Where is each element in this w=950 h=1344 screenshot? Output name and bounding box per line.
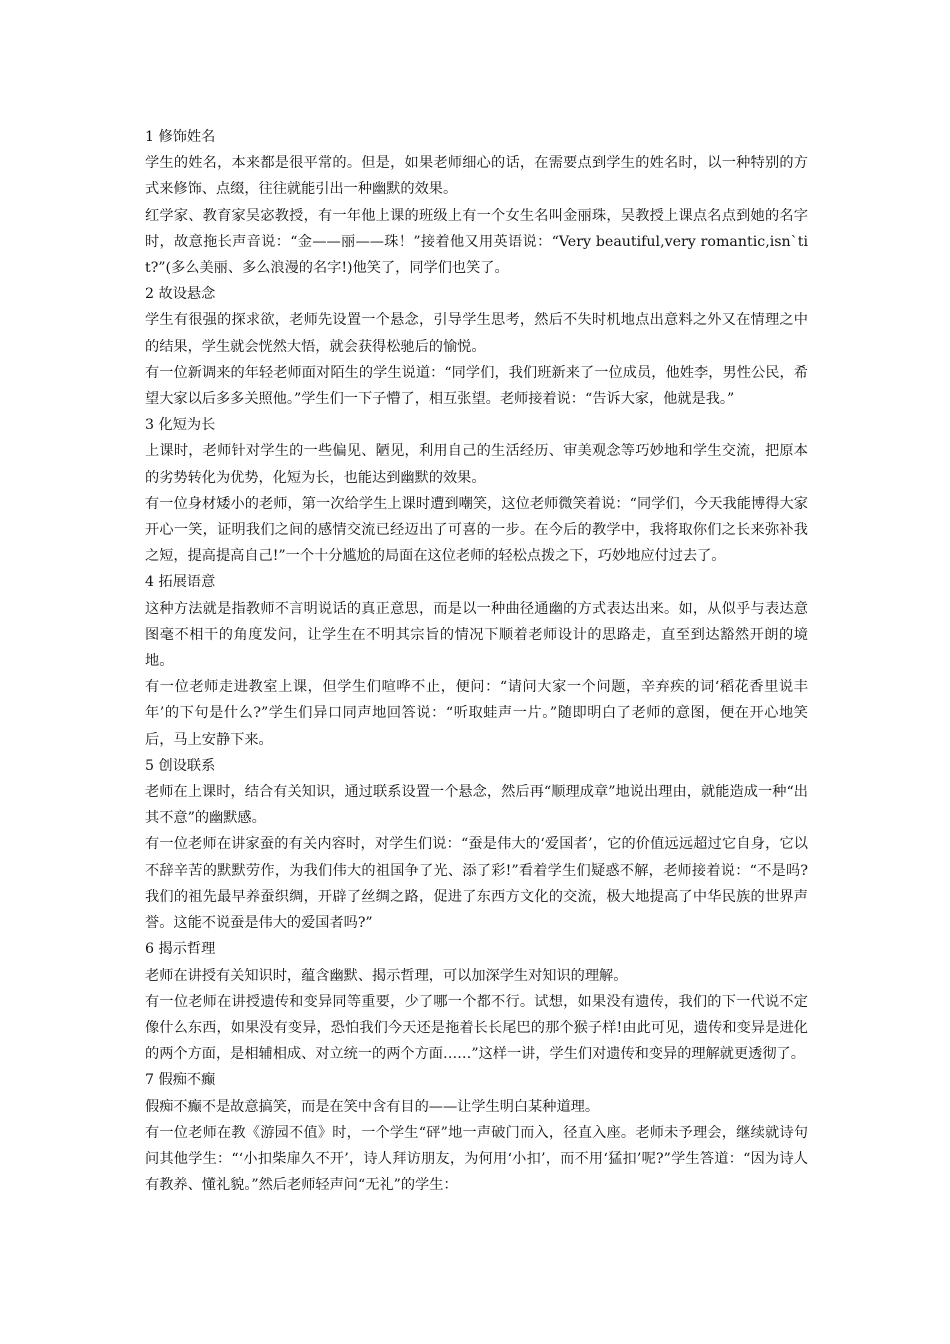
section-2 — [145, 281, 808, 412]
paragraph: 有一位老师在教《游园不值》时，一个学生“砰”地一声破门而入，径直入座。老师未予理会，继续就诗句问其他学生：“‘小扣柴扉久不开’，诗人拜访朋友，为何用‘小扣’，而不用‘猛扣’呢?”学生答道：“因为诗人有教养、懂礼貌。”然后老师轻声问“无礼”的学生： — [145, 1124, 808, 1194]
section-heading: 3 化短为长 — [145, 417, 216, 434]
paragraph: 上课时，老师针对学生的一些偏见、陋见，利用自己的生活经历、审美观念等巧妙地和学生交流，把原本的劣势转化为优势，化短为长，也能达到幽默的效果。 — [145, 443, 808, 486]
section-heading: 2 故设悬念 — [145, 286, 216, 303]
paragraph: 有一位老师在讲家蚕的有关内容时，对学生们说：“蚕是伟大的‘爱国者’，它的价值远远超过它自身，它以不辞辛苦的默默劳作，为我们伟大的祖国争了光、添了彩!”看着学生们疑惑不解，老师接着说：“不是吗?我们的祖先最早养蚕织绸，开辟了丝绸之路，促进了东西方文化的交流，极大地提高了中华民族的世界声誉。这能不说蚕是伟大的爱国者吗?” — [145, 836, 808, 932]
paragraph: 这种方法就是指教师不言明说话的真正意思，而是以一种曲径通幽的方式表达出来。如，从似乎与表达意图毫不相干的角度发问，让学生在不明其宗旨的情况下顺着老师设计的思路走，直至到达豁然开朗的境地。 — [145, 600, 808, 670]
document-body — [145, 124, 808, 1198]
section-heading: 7 假痴不癫 — [145, 1072, 216, 1089]
section-4 — [145, 569, 808, 752]
paragraph: 老师在上课时，结合有关知识，通过联系设置一个悬念，然后再“顺理成章”地说出理由，就能造成一种“出其不意”的幽默感。 — [145, 784, 808, 827]
section-heading: 5 创设联系 — [145, 757, 216, 774]
section-1 — [145, 124, 808, 281]
paragraph: 有一位老师在讲授遗传和变异同等重要，少了哪一个都不行。试想，如果没有遗传，我们的下一代说不定像什么东西，如果没有变异，恐怕我们今天还是拖着长长尾巴的那个猴子样!由此可见，遗传和变异是进化的两个方面，是相辅相成、对立统一的两个方面……”这样一讲，学生们对遗传和变异的理解就更透彻了。 — [145, 993, 808, 1063]
paragraph: 学生的姓名，本来都是很平常的。但是，如果老师细心的话，在需要点到学生的姓名时，以一种特别的方式来修饰、点缀，往往就能引出一种幽默的效果。 — [145, 155, 808, 198]
section-heading: 1 修饰姓名 — [145, 129, 216, 145]
paragraph: 有一位身材矮小的老师，第一次给学生上课时遭到嘲笑，这位老师微笑着说：“同学们，今天我能博得大家开心一笑，证明我们之间的感情交流已经迈出了可喜的一步。在今后的教学中，我将取你们之长来弥补我之短，提高提高自己!”一个十分尴尬的局面在这位老师的轻松点拨之下，巧妙地应付过去了。 — [145, 495, 808, 565]
paragraph: 红学家、教育家吴宓教授，有一年他上课的班级上有一个女生名叫金丽珠，吴教授上课点名点到她的名字时，故意拖长声音说：“金——丽——珠！”接着他又用英语说：“Very beautiful,very romantic,isn`tit?”(多么美丽、多么浪漫的名字!)他笑了，同学们也笑了。 — [145, 207, 808, 277]
paragraph: 假痴不癫不是故意搞笑，而是在笑中含有目的——让学生明白某种道理。 — [145, 1098, 600, 1115]
paragraph: 有一位老师走进教室上课，但学生们喧哗不止，便问：“请问大家一个问题，辛弃疾的词‘稻花香里说丰年’的下句是什么?”学生们异口同声地回答说：“听取蛙声一片。”随即明白了老师的意图，便在开心地笑后，马上安静下来。 — [145, 679, 808, 748]
section-heading: 6 揭示哲理 — [145, 941, 216, 958]
paragraph: 学生有很强的探求欲，老师先设置一个悬念，引导学生思考，然后不失时机地点出意料之外又在情理之中的结果，学生就会恍然大悟，就会获得松驰后的愉悦。 — [145, 312, 808, 355]
section-heading: 4 拓展语意 — [145, 574, 216, 591]
section-5 — [145, 753, 808, 936]
section-7 — [145, 1067, 808, 1198]
section-6 — [145, 936, 808, 1067]
paragraph: 老师在讲授有关知识时，蕴含幽默、揭示哲理，可以加深学生对知识的理解。 — [145, 967, 628, 984]
paragraph: 有一位新调来的年轻老师面对陌生的学生说道：“同学们，我们班新来了一位成员，他姓李，男性公民，希望大家以后多多关照他。”学生们一下子懵了，相互张望。老师接着说：“告诉大家，他就是我。” — [145, 364, 808, 408]
section-3 — [145, 412, 808, 569]
